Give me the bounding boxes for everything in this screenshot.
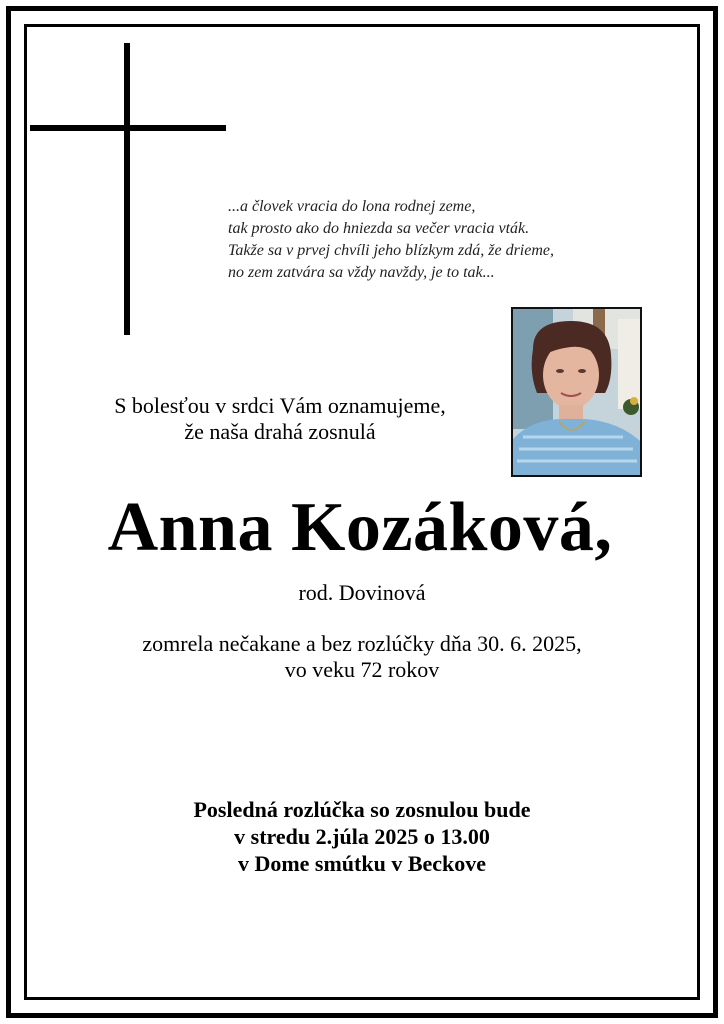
poem-line: tak prosto ako do hniezda sa večer vracia vták. [228,220,530,237]
poem-line: Takže sa v prvej chvíli jeho blízkym zdá, že drieme, [228,242,555,259]
announcement [60,393,500,445]
funeral-info [0,796,724,877]
poem [228,196,668,284]
funeral-line-2: v stredu 2.júla 2025 o 13.00 [234,824,490,849]
funeral-line-3: v Dome smútku v Beckove [237,851,487,876]
cross-icon-bar [30,125,226,131]
announcement-line-1: S bolesťou v srdci Vám oznamujeme, [114,393,446,418]
maiden-name: rod. Dovinová [298,580,426,605]
cross-icon [124,43,130,335]
funeral-line-1: Posledná rozlúčka so zosnulou bude [193,797,531,822]
deceased-name: Anna Kozáková, [107,489,613,566]
death-date-line: zomrela nečakane a bez rozlúčky dňa 30. 6. 2025, [142,631,582,656]
poem-line: ...a človek vracia do lona rodnej zeme, [228,198,476,215]
age-line: vo veku 72 rokov [284,657,440,682]
portrait-photo [511,307,642,477]
poem-line: no zem zatvára sa vždy navždy, je to tak... [228,264,495,281]
death-details [0,631,724,683]
announcement-line-2: že naša drahá zosnulá [184,419,376,444]
